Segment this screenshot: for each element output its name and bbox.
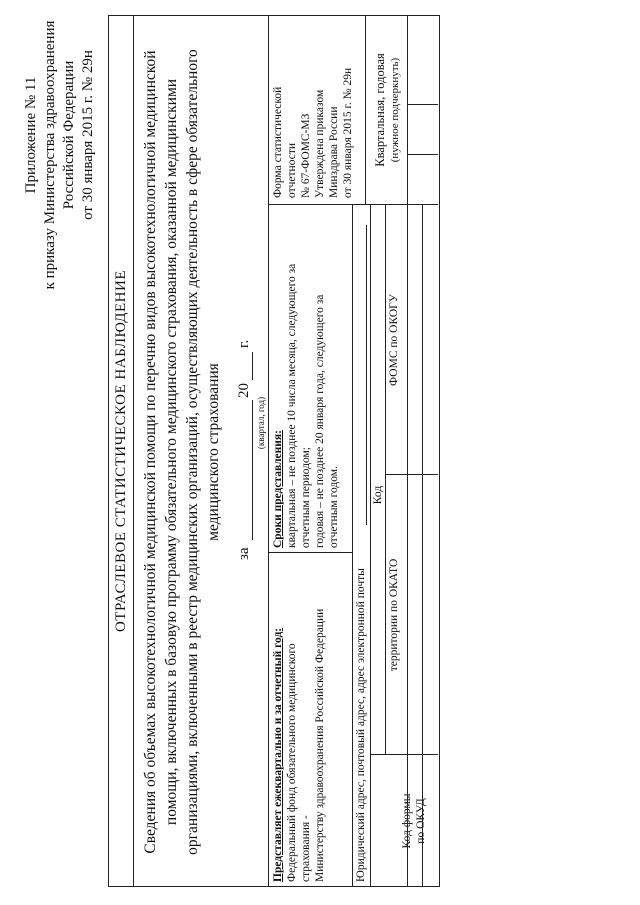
report-title-line-3: организациями, включенными в реестр медицинских организаций, осуществляющих деятельность в сфере обязательного (184, 49, 201, 855)
right-block-row (407, 15, 408, 205)
deadlines-line-2: отчетным периодом; (300, 446, 312, 548)
right-col-divider-1 (407, 154, 438, 155)
period-line (236, 260, 258, 560)
info-divider-1 (268, 552, 352, 553)
deadlines-heading: Сроки представления: (272, 430, 284, 548)
address-field[interactable] (366, 225, 367, 525)
form-info-cell (270, 19, 364, 201)
right-block-divider (386, 204, 438, 205)
deadlines-line-4: отчетным годом. (328, 466, 340, 548)
report-title-line-4: медицинского страхования (205, 363, 222, 541)
deadlines-line-3: годовая – не позднее 20 января года, следующего за (314, 294, 326, 548)
code-value-row-mid (422, 205, 423, 887)
okato-label: территории по ОКАТО (388, 558, 400, 672)
form-info-bottom (365, 15, 366, 205)
submitter-cell (270, 555, 340, 885)
info-row-top (268, 15, 269, 887)
frequency-line-1: Квартальная, годовая (373, 53, 387, 167)
submitter-line-3: Министерству здравоохранения Российской Федерации (314, 608, 326, 882)
code-col-okud-divider (370, 754, 438, 755)
banner: ОТРАСЛЕВОЕ СТАТИСТИЧЕСКОЕ НАБЛЮДЕНИЕ (113, 269, 129, 633)
appendix-line-1: Приложение № 11 (23, 76, 39, 194)
okogu-label: ФОМС по ОКОГУ (388, 294, 400, 386)
right-col-divider-2 (407, 104, 438, 105)
period-prefix: за (236, 547, 252, 560)
frequency-line-2: (нужное подчеркнуть) (389, 57, 401, 163)
okud-label-line-1: Код формы (401, 793, 413, 849)
form-info-line-4: Утверждена приказом (314, 89, 326, 198)
frequency-cell (367, 15, 407, 205)
okud-label-line-2: по ОКУД (415, 798, 427, 844)
report-title-line-2: помощи, включенных в базовую программу обязательного медицинского страхования, оказанной медицинскими (163, 78, 180, 826)
code-subheader-line (385, 205, 386, 755)
code-label: Код (372, 485, 384, 505)
address-label: Юридический адрес, почтовый адрес, адрес электронной почты (355, 568, 367, 882)
appendix-line-3: Российской Федерации (61, 60, 77, 210)
deadlines-line-1: квартальная – не позднее 10 числа месяца, следующего за (286, 263, 298, 548)
code-col-divider (385, 474, 438, 475)
code-header-top (370, 205, 371, 887)
period-year-blank[interactable] (252, 352, 253, 380)
period-year-prefix: 20 (236, 383, 252, 398)
submitter-heading: Представляет ежеквартально и за отчетный год: (272, 627, 284, 882)
period-blank[interactable] (252, 400, 253, 540)
form-info-line-1: Форма статистической (272, 86, 284, 198)
deadlines-cell (270, 211, 340, 551)
code-value-row-top (407, 205, 408, 887)
banner-divider (133, 15, 134, 887)
form-info-line-5: Минздрава России (328, 106, 340, 198)
report-title-line-1: Сведения об объемах высокотехнологичной медицинской помощи по перечню видов высокотехнологичной медицинской (142, 50, 159, 854)
period-caption: (квартал, год) (256, 396, 266, 450)
form-info-line-2: отчетности (286, 142, 298, 198)
form-info-line-6: от 30 января 2015 г. № 29н (342, 67, 354, 198)
submitter-line-2: страхования - (300, 815, 312, 882)
form-info-line-3: № 67-ФОМС-МЗ (300, 113, 312, 198)
appendix-line-2: к приказу Министерства здравоохранения (42, 20, 58, 290)
period-year-suffix: г. (236, 339, 252, 348)
submitter-line-1: Федеральный фонд обязательного медицинского (286, 643, 298, 882)
appendix-line-4: от 30 января 2015 г. № 29н (80, 50, 96, 220)
